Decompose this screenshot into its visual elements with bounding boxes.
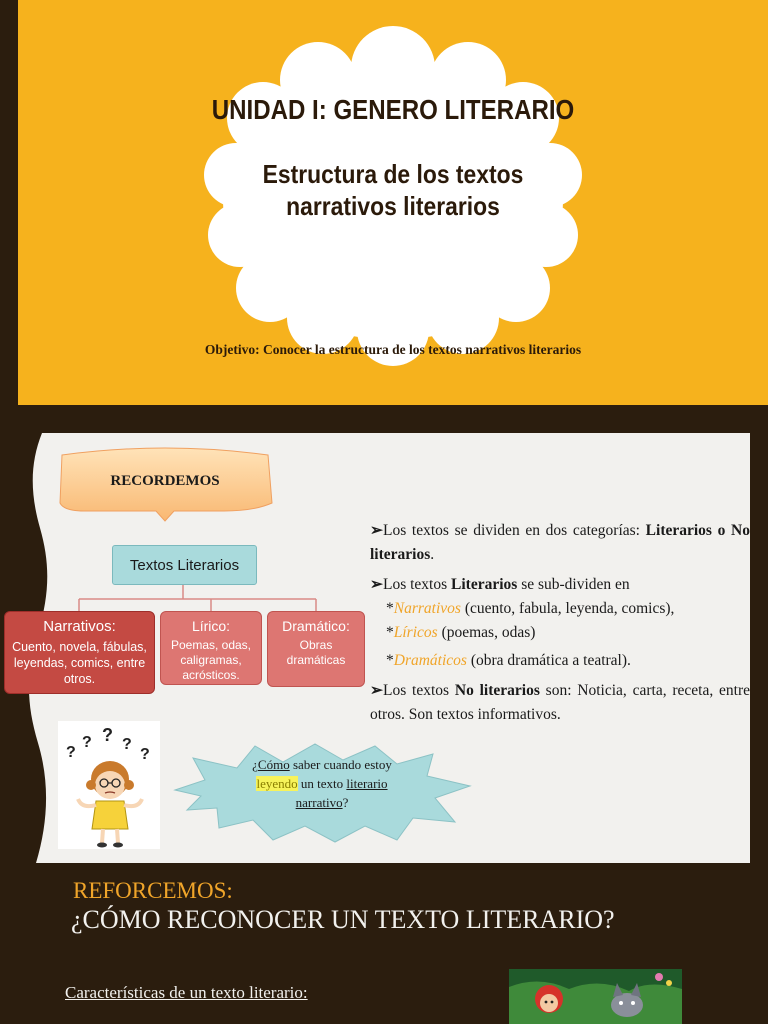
title-slide bbox=[18, 0, 768, 405]
question-burst-text: ¿Cómo saber cuando estoy leyendo un texto literario narrativo? bbox=[252, 757, 392, 810]
caracteristicas-heading: Características de un texto literario: bbox=[65, 983, 308, 1002]
reconocer-question: ¿CÓMO RECONOCER UN TEXTO LITERARIO? bbox=[71, 905, 615, 934]
lirico-body: Poemas, odas, caligramas, acrósticos. bbox=[170, 638, 252, 682]
narrativos-node bbox=[4, 611, 155, 694]
narrativos-word: Narrativos bbox=[393, 600, 461, 617]
svg-text:?: ? bbox=[140, 746, 150, 763]
dramatico-title: Dramático: bbox=[282, 618, 350, 634]
reforcemos-heading: REFORCEMOS: bbox=[73, 878, 233, 903]
bullet-no-literarios: ➢Los textos No literarios son: Noticia, carta, receta, entre otros. Son textos informativos. bbox=[370, 682, 750, 723]
confused-girl-illustration bbox=[58, 721, 160, 849]
bullet-literarios: ➢Los textos Literarios se sub-dividen en *Narrativos (cuento, fabula, leyenda, comics), *Líricos (poemas, odas) bbox=[370, 576, 675, 641]
narrativos-title: Narrativos: bbox=[43, 618, 116, 635]
bullet-list bbox=[370, 519, 750, 733]
bullet-categorias: ➢Los textos se dividen en dos categorías: Literarios o No literarios. bbox=[370, 522, 750, 563]
svg-text:?: ? bbox=[122, 736, 132, 753]
liricos-word: Líricos bbox=[393, 624, 438, 641]
objective-text: Objetivo: Conocer la estructura de los textos narrativos literarios bbox=[204, 342, 582, 357]
recordemos-slide bbox=[0, 433, 750, 863]
lirico-title: Lírico: bbox=[191, 618, 231, 634]
recordemos-label: RECORDEMOS bbox=[110, 473, 220, 489]
arrow-bullet-icon: ➢ bbox=[370, 682, 383, 699]
arrow-bullet-icon: ➢ bbox=[370, 522, 383, 539]
dramatico-node bbox=[267, 611, 365, 687]
reforcemos-slide bbox=[0, 866, 768, 1024]
dramaticos-word: Dramáticos bbox=[393, 652, 467, 669]
arrow-bullet-icon: ➢ bbox=[370, 576, 383, 593]
svg-text:?: ? bbox=[82, 734, 92, 751]
bullet-dramaticos: *Dramáticos (obra dramática a teatral). bbox=[386, 652, 631, 669]
slide-subtitle: Estructura de los textos narrativos literarios bbox=[262, 159, 524, 221]
svg-text:?: ? bbox=[66, 744, 76, 761]
slide-title: UNIDAD I: GENERO LITERARIO bbox=[211, 94, 575, 125]
lirico-node bbox=[160, 611, 262, 685]
diagram-connectors bbox=[0, 433, 380, 633]
dramatico-body: Obras dramáticas bbox=[286, 638, 346, 667]
narrativos-body: Cuento, novela, fábulas, leyendas, comics, entre otros. bbox=[12, 640, 147, 686]
textos-literarios-node: Textos Literarios bbox=[112, 545, 257, 585]
storybook-illustration bbox=[509, 969, 682, 1024]
svg-text:?: ? bbox=[102, 725, 113, 745]
